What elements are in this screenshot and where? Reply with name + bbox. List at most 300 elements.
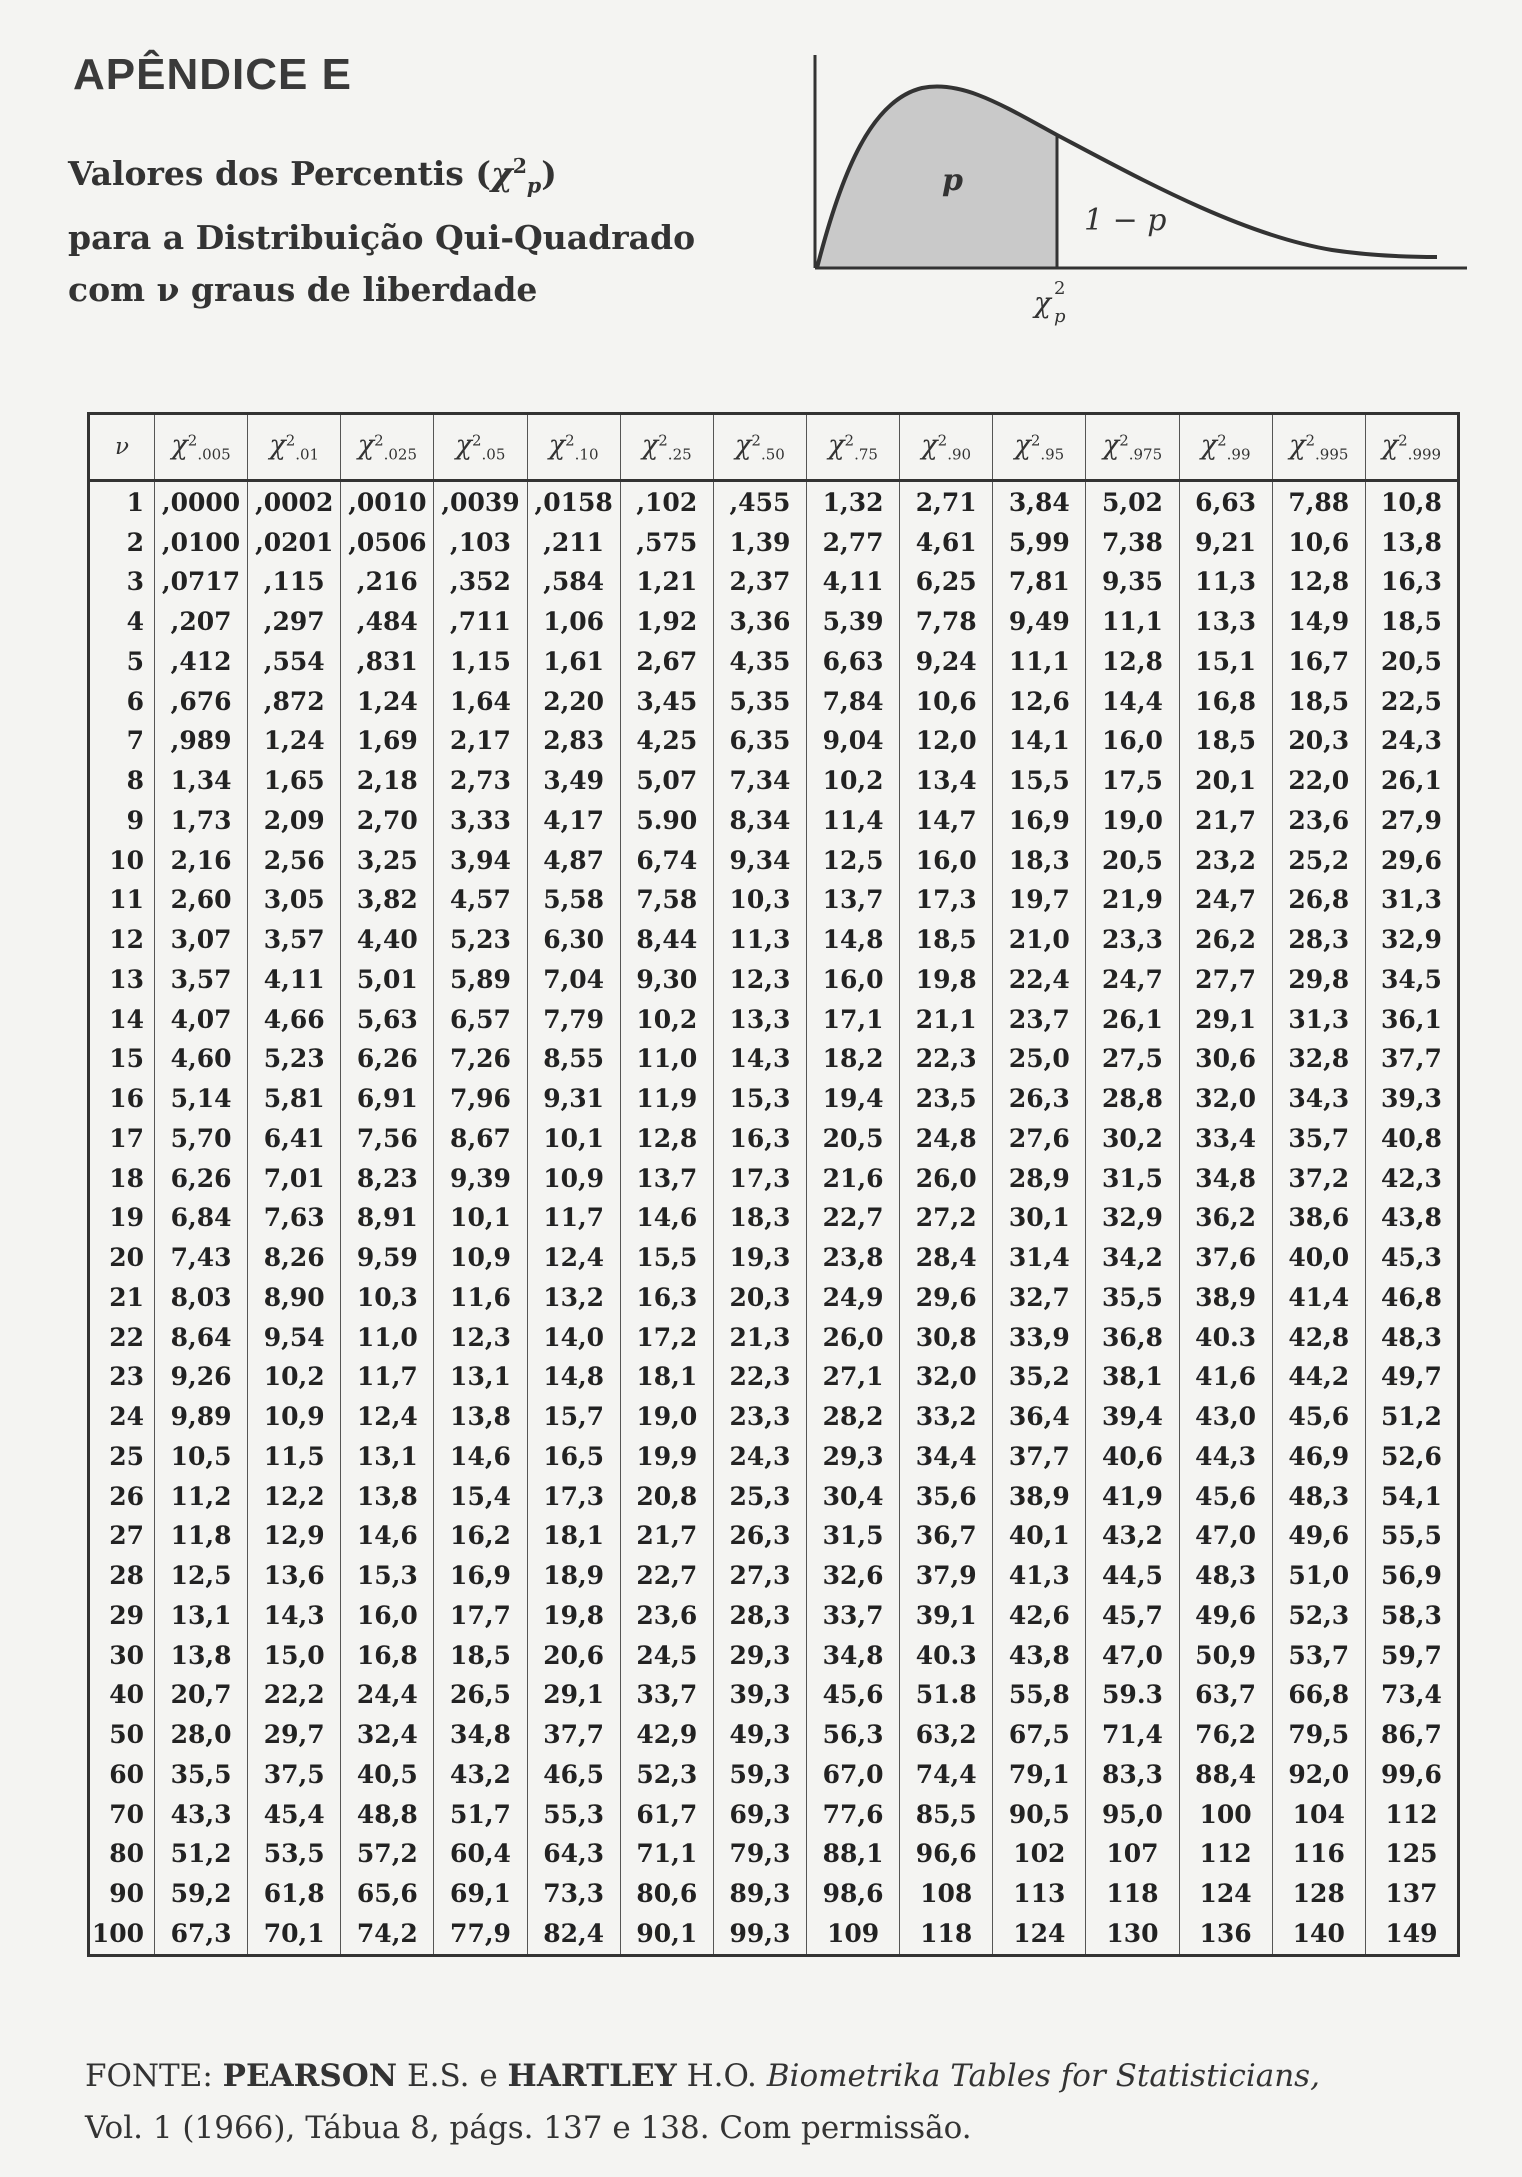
percentile-value-cell: 11,2 xyxy=(155,1476,248,1516)
percentile-value-cell: 15,5 xyxy=(620,1238,713,1278)
percentile-value-cell: 7,84 xyxy=(806,681,899,721)
table-row xyxy=(89,1834,1459,1874)
percentile-sub: .999 xyxy=(1407,445,1442,464)
percentile-value-cell: ,211 xyxy=(527,522,620,562)
percentile-value-cell: 45,6 xyxy=(1179,1476,1272,1516)
degrees-of-freedom-cell: 70 xyxy=(89,1794,155,1834)
percentile-value-cell: 6,25 xyxy=(900,562,993,602)
percentile-value-cell: 41,3 xyxy=(993,1556,1086,1596)
percentile-value-cell: 37,5 xyxy=(248,1755,341,1795)
percentile-value-cell: 11,3 xyxy=(713,920,806,960)
percentile-value-cell: 33,7 xyxy=(806,1596,899,1636)
percentile-value-cell: 5,81 xyxy=(248,1079,341,1119)
percentile-value-cell: 26,0 xyxy=(806,1317,899,1357)
percentile-value-cell: 9,39 xyxy=(434,1158,527,1198)
percentile-value-cell: 26,8 xyxy=(1272,880,1365,920)
percentile-value-cell: 12,8 xyxy=(620,1119,713,1159)
percentile-value-cell: 45,3 xyxy=(1365,1238,1458,1278)
subtitle-sup: 2 xyxy=(512,154,527,178)
percentile-value-cell: 19,8 xyxy=(900,960,993,1000)
percentile-value-cell: 95,0 xyxy=(1086,1794,1179,1834)
percentile-value-cell: 5,23 xyxy=(248,1039,341,1079)
percentile-value-cell: 8,34 xyxy=(713,801,806,841)
percentile-value-cell: 52,3 xyxy=(1272,1596,1365,1636)
percentile-value-cell: 13,1 xyxy=(341,1437,434,1477)
percentile-value-cell: 48,3 xyxy=(1365,1317,1458,1357)
percentile-value-cell: 18,5 xyxy=(900,920,993,960)
percentile-value-cell: 57,2 xyxy=(341,1834,434,1874)
table-row xyxy=(89,1079,1459,1119)
percentile-value-cell: 1,24 xyxy=(341,681,434,721)
author-pearson: PEARSON xyxy=(222,2058,398,2094)
percentile-value-cell: 11,0 xyxy=(341,1317,434,1357)
percentile-value-cell: 3,33 xyxy=(434,801,527,841)
percentile-value-cell: 38,9 xyxy=(1179,1278,1272,1318)
percentile-value-cell: 10,3 xyxy=(341,1278,434,1318)
percentile-value-cell: 98,6 xyxy=(806,1874,899,1914)
percentile-value-cell: 1,24 xyxy=(248,721,341,761)
percentile-value-cell: 29,6 xyxy=(1365,840,1458,880)
percentile-value-cell: 12,8 xyxy=(1272,562,1365,602)
percentile-sub: .95 xyxy=(1040,445,1065,464)
percentile-value-cell: 11,1 xyxy=(1086,602,1179,642)
table-row xyxy=(89,1397,1459,1437)
percentile-value-cell: 15,1 xyxy=(1179,642,1272,682)
percentile-value-cell: 25,0 xyxy=(993,1039,1086,1079)
percentile-value-cell: 7,63 xyxy=(248,1198,341,1238)
percentile-value-cell: ,455 xyxy=(713,481,806,523)
percentile-value-cell: 12,5 xyxy=(155,1556,248,1596)
percentile-value-cell: 34,8 xyxy=(434,1715,527,1755)
percentile-value-cell: 51,2 xyxy=(1365,1397,1458,1437)
percentile-value-cell: 16,8 xyxy=(341,1635,434,1675)
percentile-value-cell: 8,64 xyxy=(155,1317,248,1357)
table-row xyxy=(89,721,1459,761)
percentile-value-cell: 39,4 xyxy=(1086,1397,1179,1437)
percentile-value-cell: 17,1 xyxy=(806,999,899,1039)
percentile-value-cell: 16,5 xyxy=(527,1437,620,1477)
header-row xyxy=(89,414,1459,481)
degrees-of-freedom-cell: 17 xyxy=(89,1119,155,1159)
percentile-value-cell: 3,49 xyxy=(527,761,620,801)
percentile-value-cell: 3,25 xyxy=(341,840,434,880)
percentile-value-cell: 137 xyxy=(1365,1874,1458,1914)
percentile-value-cell: 23,2 xyxy=(1179,840,1272,880)
percentile-value-cell: 3,57 xyxy=(248,920,341,960)
percentile-value-cell: 23,7 xyxy=(993,999,1086,1039)
percentile-value-cell: 5,58 xyxy=(527,880,620,920)
degrees-of-freedom-cell: 40 xyxy=(89,1675,155,1715)
percentile-value-cell: 49,3 xyxy=(713,1715,806,1755)
percentile-value-cell: 16,8 xyxy=(1179,681,1272,721)
degrees-of-freedom-cell: 5 xyxy=(89,642,155,682)
percentile-sub: .25 xyxy=(667,445,692,464)
percentile-value-cell: 149 xyxy=(1365,1914,1458,1956)
percentile-value-cell: 36,2 xyxy=(1179,1198,1272,1238)
chi-symbol: χ xyxy=(455,430,472,462)
percentile-value-cell: 34,8 xyxy=(806,1635,899,1675)
chi-square-distribution-diagram xyxy=(812,50,1472,340)
percentile-value-cell: 41,6 xyxy=(1179,1357,1272,1397)
percentile-value-cell: 7,04 xyxy=(527,960,620,1000)
percentile-value-cell: ,0100 xyxy=(155,522,248,562)
percentile-value-cell: ,103 xyxy=(434,522,527,562)
percentile-value-cell: 71,1 xyxy=(620,1834,713,1874)
footer-line-2: Vol. 1 (1966), Tábua 8, págs. 137 e 138. Com permissão. xyxy=(85,2110,972,2146)
percentile-value-cell: 21,1 xyxy=(900,999,993,1039)
percentile-value-cell: 5,39 xyxy=(806,602,899,642)
table-row xyxy=(89,801,1459,841)
percentile-value-cell: 37,7 xyxy=(527,1715,620,1755)
percentile-value-cell: 18,5 xyxy=(1272,681,1365,721)
percentile-value-cell: 12,0 xyxy=(900,721,993,761)
percentile-value-cell: 33,9 xyxy=(993,1317,1086,1357)
table-row xyxy=(89,999,1459,1039)
percentile-value-cell: 54,1 xyxy=(1365,1476,1458,1516)
percentile-value-cell: 12,6 xyxy=(993,681,1086,721)
percentile-value-cell: 4,87 xyxy=(527,840,620,880)
percentile-value-cell: 14,9 xyxy=(1272,602,1365,642)
chi-sup: 2 xyxy=(1119,431,1129,450)
percentile-value-cell: 29,3 xyxy=(806,1437,899,1477)
percentile-value-cell: 20,5 xyxy=(806,1119,899,1159)
percentile-value-cell: 26,3 xyxy=(993,1079,1086,1119)
percentile-value-cell: 25,3 xyxy=(713,1476,806,1516)
percentile-value-cell: 41,9 xyxy=(1086,1476,1179,1516)
percentile-value-cell: ,0002 xyxy=(248,481,341,523)
percentile-value-cell: 51,0 xyxy=(1272,1556,1365,1596)
percentile-value-cell: 9,04 xyxy=(806,721,899,761)
percentile-value-cell: 18,3 xyxy=(993,840,1086,880)
table-row xyxy=(89,1119,1459,1159)
percentile-value-cell: 24,3 xyxy=(713,1437,806,1477)
initials-1: E.S. e xyxy=(397,2058,508,2094)
percentile-value-cell: 31,5 xyxy=(1086,1158,1179,1198)
percentile-value-cell: 6,74 xyxy=(620,840,713,880)
percentile-value-cell: 16,0 xyxy=(900,840,993,880)
percentile-value-cell: 9,24 xyxy=(900,642,993,682)
percentile-value-cell: 3,36 xyxy=(713,602,806,642)
percentile-value-cell: 108 xyxy=(900,1874,993,1914)
degrees-of-freedom-cell: 22 xyxy=(89,1317,155,1357)
percentile-value-cell: 70,1 xyxy=(248,1914,341,1956)
percentile-value-cell: 22,3 xyxy=(713,1357,806,1397)
percentile-value-cell: 31,5 xyxy=(806,1516,899,1556)
percentile-value-cell: 13,4 xyxy=(900,761,993,801)
percentile-value-cell: 37,7 xyxy=(1365,1039,1458,1079)
degrees-of-freedom-cell: 13 xyxy=(89,960,155,1000)
table-row xyxy=(89,1198,1459,1238)
appendix-title: APÊNDICE E xyxy=(73,50,352,99)
percentile-value-cell: 50,9 xyxy=(1179,1635,1272,1675)
degrees-of-freedom-cell: 25 xyxy=(89,1437,155,1477)
percentile-value-cell: 28,2 xyxy=(806,1397,899,1437)
percentile-sub: .75 xyxy=(854,445,878,464)
percentile-value-cell: 27,5 xyxy=(1086,1039,1179,1079)
percentile-value-cell: 12,4 xyxy=(527,1238,620,1278)
percentile-value-cell: 40,8 xyxy=(1365,1119,1458,1159)
percentile-value-cell: 19,4 xyxy=(806,1079,899,1119)
percentile-value-cell: 43,0 xyxy=(1179,1397,1272,1437)
percentile-value-cell: 10,6 xyxy=(1272,522,1365,562)
percentile-value-cell: ,711 xyxy=(434,602,527,642)
percentile-value-cell: 77,9 xyxy=(434,1914,527,1956)
percentile-value-cell: ,554 xyxy=(248,642,341,682)
degrees-of-freedom-cell: 20 xyxy=(89,1238,155,1278)
percentile-value-cell: 16,7 xyxy=(1272,642,1365,682)
percentile-column-header xyxy=(620,414,713,481)
percentile-value-cell: 128 xyxy=(1272,1874,1365,1914)
percentile-value-cell: 14,3 xyxy=(248,1596,341,1636)
chi-sup: 2 xyxy=(374,431,384,450)
degrees-of-freedom-cell: 12 xyxy=(89,920,155,960)
author-hartley: HARTLEY xyxy=(507,2058,677,2094)
percentile-value-cell: 10,6 xyxy=(900,681,993,721)
percentile-value-cell: 20,5 xyxy=(1365,642,1458,682)
percentile-value-cell: 10,9 xyxy=(248,1397,341,1437)
percentile-value-cell: 13,2 xyxy=(527,1278,620,1318)
table-row xyxy=(89,880,1459,920)
degrees-of-freedom-cell: 26 xyxy=(89,1476,155,1516)
degrees-of-freedom-cell: 100 xyxy=(89,1914,155,1956)
percentile-value-cell: 23,3 xyxy=(1086,920,1179,960)
percentile-value-cell: 4,57 xyxy=(434,880,527,920)
percentile-value-cell: 88,1 xyxy=(806,1834,899,1874)
percentile-value-cell: 34,5 xyxy=(1365,960,1458,1000)
percentile-value-cell: 8,23 xyxy=(341,1158,434,1198)
percentile-sub: .01 xyxy=(295,445,320,464)
percentile-value-cell: 49,7 xyxy=(1365,1357,1458,1397)
axis-chi-sup: 2 xyxy=(1054,278,1066,299)
percentile-value-cell: ,0000 xyxy=(155,481,248,523)
percentile-value-cell: 4,25 xyxy=(620,721,713,761)
percentile-value-cell: 2,60 xyxy=(155,880,248,920)
percentile-value-cell: 1,69 xyxy=(341,721,434,761)
percentile-value-cell: 28,0 xyxy=(155,1715,248,1755)
percentile-value-cell: 10,5 xyxy=(155,1437,248,1477)
percentile-value-cell: 3,84 xyxy=(993,481,1086,523)
percentile-sub: .10 xyxy=(574,445,599,464)
percentile-value-cell: 14,6 xyxy=(434,1437,527,1477)
percentile-value-cell: 5,70 xyxy=(155,1119,248,1159)
degrees-of-freedom-cell: 29 xyxy=(89,1596,155,1636)
percentile-value-cell: ,216 xyxy=(341,562,434,602)
percentile-value-cell: 12,5 xyxy=(806,840,899,880)
percentile-value-cell: 30,2 xyxy=(1086,1119,1179,1159)
percentile-value-cell: 86,7 xyxy=(1365,1715,1458,1755)
percentile-value-cell: 18,5 xyxy=(434,1635,527,1675)
percentile-value-cell: 113 xyxy=(993,1874,1086,1914)
percentile-value-cell: 51.8 xyxy=(900,1675,993,1715)
percentile-value-cell: 4,07 xyxy=(155,999,248,1039)
percentile-value-cell: 36,4 xyxy=(993,1397,1086,1437)
chi-symbol: χ xyxy=(1102,430,1120,462)
table-row xyxy=(89,1715,1459,1755)
percentile-value-cell: 42,9 xyxy=(620,1715,713,1755)
table-row xyxy=(89,761,1459,801)
percentile-value-cell: 7,01 xyxy=(248,1158,341,1198)
percentile-value-cell: 6,84 xyxy=(155,1198,248,1238)
percentile-value-cell: 2,67 xyxy=(620,642,713,682)
subtitle-line-3: com ν graus de liberdade xyxy=(68,269,538,309)
percentile-column-header xyxy=(993,414,1086,481)
percentile-value-cell: 7,78 xyxy=(900,602,993,642)
percentile-value-cell: 59,7 xyxy=(1365,1635,1458,1675)
percentile-value-cell: 58,3 xyxy=(1365,1596,1458,1636)
degrees-of-freedom-cell: 3 xyxy=(89,562,155,602)
degrees-of-freedom-cell: 50 xyxy=(89,1715,155,1755)
percentile-value-cell: 1,65 xyxy=(248,761,341,801)
percentile-value-cell: 6,63 xyxy=(1179,481,1272,523)
percentile-value-cell: 27,7 xyxy=(1179,960,1272,1000)
percentile-value-cell: 19,0 xyxy=(1086,801,1179,841)
percentile-value-cell: 24,7 xyxy=(1086,960,1179,1000)
percentile-value-cell: 7,88 xyxy=(1272,481,1365,523)
percentile-value-cell: 4,11 xyxy=(248,960,341,1000)
percentile-value-cell: 11,3 xyxy=(1179,562,1272,602)
percentile-value-cell: 18,1 xyxy=(527,1516,620,1556)
chi-square-percentile-table xyxy=(87,412,1460,1957)
table-row xyxy=(89,681,1459,721)
percentile-value-cell: 28,8 xyxy=(1086,1079,1179,1119)
percentile-value-cell: 20,5 xyxy=(1086,840,1179,880)
percentile-value-cell: 18,1 xyxy=(620,1357,713,1397)
percentile-value-cell: 30,1 xyxy=(993,1198,1086,1238)
percentile-column-header xyxy=(1272,414,1365,481)
percentile-value-cell: 12,9 xyxy=(248,1516,341,1556)
percentile-value-cell: 59,2 xyxy=(155,1874,248,1914)
percentile-value-cell: 55,5 xyxy=(1365,1516,1458,1556)
chi-sup: 2 xyxy=(1305,431,1316,450)
percentile-value-cell: 112 xyxy=(1365,1794,1458,1834)
percentile-value-cell: 29,3 xyxy=(713,1635,806,1675)
percentile-value-cell: 14,8 xyxy=(527,1357,620,1397)
percentile-value-cell: 11,8 xyxy=(155,1516,248,1556)
percentile-value-cell: 13,8 xyxy=(434,1397,527,1437)
percentile-value-cell: 14,6 xyxy=(620,1198,713,1238)
percentile-value-cell: 6,30 xyxy=(527,920,620,960)
percentile-value-cell: 6,26 xyxy=(341,1039,434,1079)
table-row xyxy=(89,960,1459,1000)
chi-sup: 2 xyxy=(285,431,296,450)
percentile-value-cell: 18,9 xyxy=(527,1556,620,1596)
percentile-value-cell: 17,3 xyxy=(527,1476,620,1516)
percentile-value-cell: 16,0 xyxy=(1086,721,1179,761)
degrees-of-freedom-cell: 18 xyxy=(89,1158,155,1198)
percentile-value-cell: 13,1 xyxy=(434,1357,527,1397)
percentile-value-cell: 31,3 xyxy=(1365,880,1458,920)
percentile-value-cell: 21,6 xyxy=(806,1158,899,1198)
percentile-value-cell: 23,8 xyxy=(806,1238,899,1278)
percentile-value-cell: 79,5 xyxy=(1272,1715,1365,1755)
percentile-value-cell: 35,2 xyxy=(993,1357,1086,1397)
percentile-value-cell: 11,4 xyxy=(806,801,899,841)
percentile-value-cell: 43,2 xyxy=(1086,1516,1179,1556)
percentile-value-cell: 118 xyxy=(900,1914,993,1956)
percentile-value-cell: 44,5 xyxy=(1086,1556,1179,1596)
percentile-value-cell: 42,8 xyxy=(1272,1317,1365,1357)
percentile-value-cell: 22,0 xyxy=(1272,761,1365,801)
percentile-value-cell: 124 xyxy=(993,1914,1086,1956)
percentile-value-cell: 63,2 xyxy=(900,1715,993,1755)
degrees-of-freedom-cell: 90 xyxy=(89,1874,155,1914)
percentile-sub: .995 xyxy=(1315,445,1349,464)
percentile-value-cell: 37,9 xyxy=(900,1556,993,1596)
percentile-value-cell: 5,89 xyxy=(434,960,527,1000)
table-row xyxy=(89,602,1459,642)
percentile-value-cell: 6,35 xyxy=(713,721,806,761)
percentile-value-cell: 8,26 xyxy=(248,1238,341,1278)
percentile-value-cell: 136 xyxy=(1179,1914,1272,1956)
chi-symbol: χ xyxy=(1014,430,1031,462)
chi-symbol: χ xyxy=(548,430,566,462)
percentile-value-cell: 64,3 xyxy=(527,1834,620,1874)
percentile-value-cell: 32,9 xyxy=(1086,1198,1179,1238)
percentile-value-cell: 6,91 xyxy=(341,1079,434,1119)
percentile-value-cell: 19,9 xyxy=(620,1437,713,1477)
percentile-value-cell: 21,9 xyxy=(1086,880,1179,920)
percentile-value-cell: 21,3 xyxy=(713,1317,806,1357)
percentile-value-cell: 6,57 xyxy=(434,999,527,1039)
percentile-value-cell: ,0717 xyxy=(155,562,248,602)
percentile-value-cell: 5.90 xyxy=(620,801,713,841)
percentile-value-cell: 2,73 xyxy=(434,761,527,801)
footer-line-1 xyxy=(85,2050,1320,2102)
percentile-value-cell: 49,6 xyxy=(1272,1516,1365,1556)
table-row xyxy=(89,1278,1459,1318)
table-row xyxy=(89,1516,1459,1556)
percentile-value-cell: 80,6 xyxy=(620,1874,713,1914)
percentile-value-cell: 6,41 xyxy=(248,1119,341,1159)
percentile-value-cell: 48,3 xyxy=(1272,1476,1365,1516)
percentile-value-cell: 27,3 xyxy=(713,1556,806,1596)
percentile-value-cell: 43,2 xyxy=(434,1755,527,1795)
percentile-value-cell: 13,7 xyxy=(620,1158,713,1198)
percentile-value-cell: 51,7 xyxy=(434,1794,527,1834)
percentile-value-cell: 13,8 xyxy=(1365,522,1458,562)
percentile-value-cell: 34,8 xyxy=(1179,1158,1272,1198)
percentile-value-cell: 12,3 xyxy=(713,960,806,1000)
percentile-value-cell: 15,7 xyxy=(527,1397,620,1437)
chi-symbol: χ xyxy=(269,430,286,462)
percentile-value-cell: ,575 xyxy=(620,522,713,562)
percentile-value-cell: ,831 xyxy=(341,642,434,682)
percentile-value-cell: 28,4 xyxy=(900,1238,993,1278)
percentile-value-cell: 124 xyxy=(1179,1874,1272,1914)
percentile-value-cell: 9,35 xyxy=(1086,562,1179,602)
percentile-value-cell: 2,71 xyxy=(900,481,993,523)
percentile-value-cell: 15,5 xyxy=(993,761,1086,801)
percentile-value-cell: ,115 xyxy=(248,562,341,602)
percentile-value-cell: 19,7 xyxy=(993,880,1086,920)
percentile-value-cell: 3,05 xyxy=(248,880,341,920)
chi-sup: 2 xyxy=(658,431,668,450)
percentile-value-cell: 22,7 xyxy=(620,1556,713,1596)
percentile-value-cell: 41,4 xyxy=(1272,1278,1365,1318)
percentile-value-cell: 1,06 xyxy=(527,602,620,642)
percentile-value-cell: 7,43 xyxy=(155,1238,248,1278)
percentile-value-cell: 77,6 xyxy=(806,1794,899,1834)
table-row xyxy=(89,1476,1459,1516)
percentile-value-cell: 20,3 xyxy=(713,1278,806,1318)
chi-symbol: χ xyxy=(171,430,188,462)
percentile-value-cell: 61,7 xyxy=(620,1794,713,1834)
percentile-value-cell: 4,17 xyxy=(527,801,620,841)
degrees-of-freedom-cell: 11 xyxy=(89,880,155,920)
percentile-value-cell: 21,7 xyxy=(1179,801,1272,841)
percentile-value-cell: ,872 xyxy=(248,681,341,721)
percentile-value-cell: 71,4 xyxy=(1086,1715,1179,1755)
